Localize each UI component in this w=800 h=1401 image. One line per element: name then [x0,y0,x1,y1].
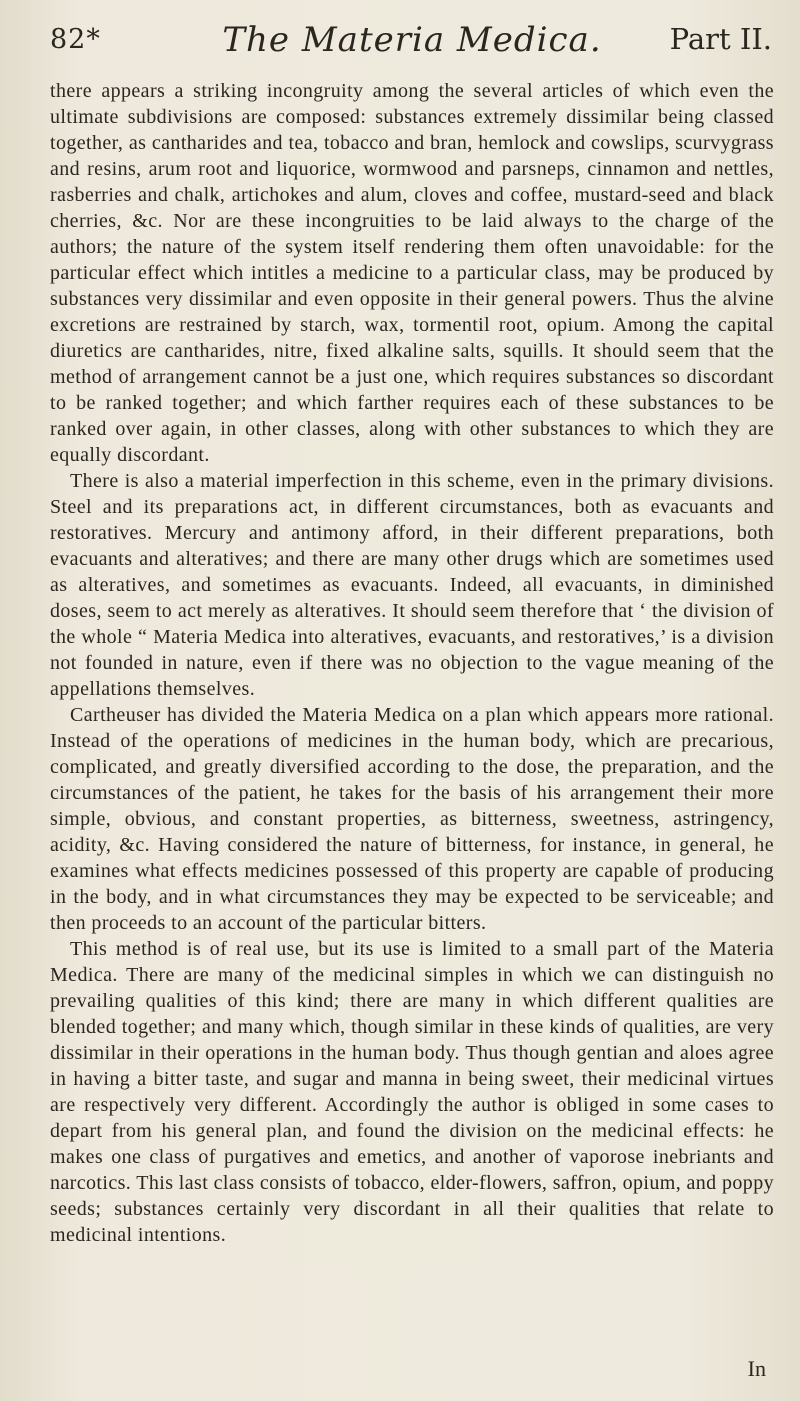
paragraph-4: This method is of real use, but its use is limited to a small part of the Materia Medica. There are many of the medicinal simples in which we can distinguish no prevailing qualities of this kind; there are many in which different qualities are blended together; and many which, though similar in these kinds of qualities, are very dissimilar in their operations in the human body. Thus though gentian and aloes agree in having a bitter taste, and sugar and manna in being sweet, their medicinal virtues are respectively very different. Accordingly the author is obliged in some cases to depart from his general plan, and found the division on the medicinal effects: he makes one class of purgatives and emetics, and another of vaporose inebriants and narcotics. This last class consists of tobacco, elder-flowers, saffron, opium, and poppy seeds; substances certainly very discordant in all their qualities that relate to medicinal intentions. [50,938,774,1246]
page-number: 82* [50,24,101,55]
part-label: Part II. [669,22,772,56]
running-title: The Materia Medica. [222,20,602,60]
body-text [50,78,774,1248]
paragraph-3: Cartheuser has divided the Materia Medica on a plan which appears more rational. Instead of the operations of medicines in the human body, which are precarious, complicated, and greatly diversified according to the dose, the preparation, and the circumstances of the patient, he takes for the basis of his arrangement their more simple, obvious, and constant properties, as bitterness, sweetness, astringency, acidity, &c. Having considered the nature of bitterness, for instance, in general, he examines what effects medicines possessed of this property are capable of producing in the body, and in what circumstances they may be expected to be serviceable; and then proceeds to an account of the particular bitters. [50,704,774,934]
page-header [50,18,774,78]
paragraph-2: There is also a material imperfection in this scheme, even in the primary divisions. Steel and its preparations act, in different circumstances, both as evacuants and restoratives. Mercury and antimony afford, in their different preparations, both evacuants and alteratives; and there are many other drugs which are sometimes used as alteratives, and sometimes as evacuants. Indeed, all evacuants, in diminished doses, seem to act merely as alteratives. It should seem therefore that ‘ the division of the whole “ Materia Medica into alteratives, evacuants, and restoratives,’ is a division not founded in nature, even if there was no objection to the vague meaning of the appellations themselves. [50,470,774,700]
paragraph-1: there appears a striking incongruity among the several articles of which even the ultimate subdivisions are composed: substances extremely dissimilar being classed together, as cantharides and tea, tobacco and bran, hemlock and cowslips, scurvygrass and resins, arum root and liquorice, wormwood and parsneps, cinnamon and nettles, rasberries and chalk, artichokes and alum, cloves and coffee, mustard-seed and black cherries, &c. Nor are these incongruities to be laid always to the charge of the authors; the nature of the system itself rendering them often unavoidable: for the particular effect which intitles a medicine to a particular class, may be produced by substances very dissimilar and even opposite in their general powers. Thus the alvine excretions are restrained by starch, wax, tormentil root, opium. Among the capital diuretics are cantharides, nitre, fixed alkaline salts, squills. It should seem that the method of arrangement cannot be a just one, which requires substances so discordant to be ranked together; and which farther requires each of these substances to be ranked over again, in other classes, along with other substances to which they are equally discordant. [50,80,774,466]
catchword: In [747,1356,766,1381]
